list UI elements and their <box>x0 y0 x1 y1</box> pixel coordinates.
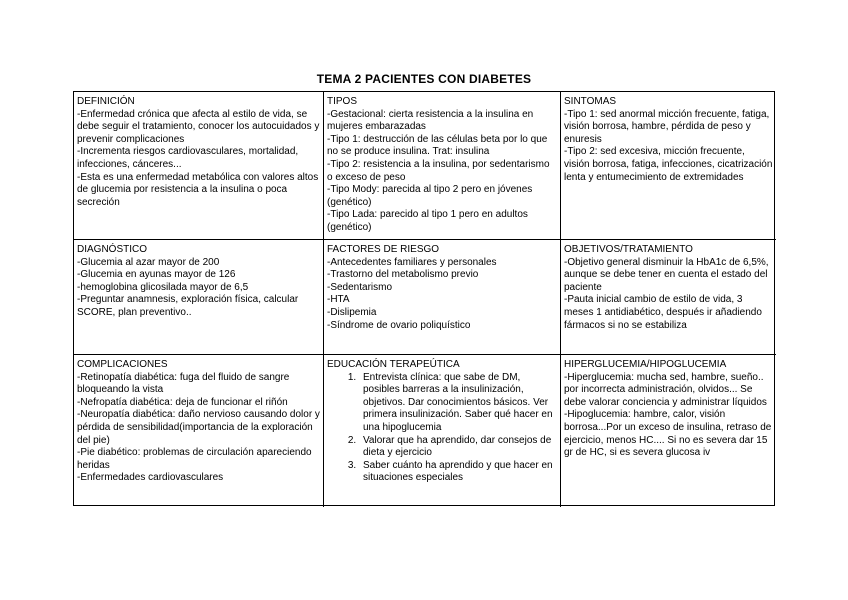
cell-line: -Trastorno del metabolismo previo <box>327 269 479 281</box>
cell-line: -Pauta inicial cambio de estilo de vida, 3 meses 1 antidiabético, después ir añadiendo fármacos si no se estabiliza <box>564 294 762 331</box>
cell-title: TIPOS <box>327 96 358 107</box>
cell-line: -Pie diabético: problemas de circulación apareciendo heridas <box>77 447 312 471</box>
cell-line: -Tipo 2: resistencia a la insulina, por sedentarismo o exceso de peso <box>327 158 550 183</box>
cell-line: -Dislipemia <box>327 306 377 318</box>
cell-line: -Enfermedades cardiovasculares <box>77 472 224 484</box>
cell-title: SINTOMAS <box>564 96 617 107</box>
cell-line: -Neuropatía diabética: daño nervioso causando dolor y pérdida de sensibilidad(importancia de la exploración del pie) <box>77 409 320 446</box>
cell-educacion-terapeutica <box>324 355 561 507</box>
cell-line: -Enfermedad crónica que afecta al estilo de vida, se debe seguir el tratamiento, conocer los autocuidados y prevenir complicaciones <box>77 108 320 145</box>
cell-title: FACTORES DE RIESGO <box>327 244 440 255</box>
cell-line: -Retinopatía diabética: fuga del fluido de sangre bloqueando la vista <box>77 371 290 396</box>
cell-line: -Objetivo general disminuir la HbA1c de 6,5%, aunque se debe tener en cuenta el estado del paciente <box>564 256 769 293</box>
cell-line: -Nefropatía diabética: deja de funcionar el riñón <box>77 396 288 408</box>
list-item: 3. Saber cuánto ha aprendido y que hacer en situaciones especiales <box>359 460 557 485</box>
cell-line: -Hipoglucemia: hambre, calor, visión borrosa...Por un exceso de insulina, retraso de ejercicio, menos HC.... Si no es severa dar 15 gr de HC, si es severa glucosa iv <box>564 409 772 459</box>
cell-hiperglucemia-hipoglucemia <box>561 355 776 507</box>
cell-line: -Hiperglucemia: mucha sed, hambre, sueño.. por incorrecta administración, olvidos... Se debe valorar conciencia y administrar líquidos <box>564 371 767 408</box>
cell-diagnostico <box>74 240 324 355</box>
cell-title: DEFINICIÓN <box>77 96 135 107</box>
cell-line: -Esta es una enfermedad metabólica con valores altos de glucemia por resistencia a la insulina o poca secreción <box>77 171 319 208</box>
cell-objetivos-tratamiento <box>561 240 776 355</box>
cell-line: -HTA <box>327 294 350 306</box>
cell-line: -Glucemia en ayunas mayor de 126 <box>77 269 236 281</box>
cell-line: -Preguntar anamnesis, exploración física, calcular SCORE, plan preventivo.. <box>77 294 299 318</box>
cell-factores-riesgo <box>324 240 561 355</box>
cell-sintomas <box>561 92 776 240</box>
cell-definicion <box>74 92 324 240</box>
cell-line: -Tipo 1: destrucción de las células beta por lo que no se produce insulina. Trat: insulina <box>327 133 548 158</box>
cell-line: -Antecedentes familiares y personales <box>327 256 497 268</box>
cell-line: -Incrementa riesgos cardiovasculares, mortalidad, infecciones, cánceres... <box>77 146 299 170</box>
summary-table <box>73 91 775 506</box>
cell-line: -Síndrome de ovario poliquístico <box>327 319 471 331</box>
cell-title: EDUCACIÓN TERAPEÚTICA <box>327 359 460 370</box>
cell-title: COMPLICACIONES <box>77 359 168 370</box>
cell-complicaciones <box>74 355 324 507</box>
list-item: 1. Entrevista clínica: que sabe de DM, posibles barreras a la insulinización, objetivos. Dar conocimientos básicos. Ver primera insulinización. Saber qué hacer en una hipoglucemia <box>359 372 557 435</box>
cell-line: -Gestacional: cierta resistencia a la insulina en mujeres embarazadas <box>327 108 534 133</box>
cell-title: HIPERGLUCEMIA/HIPOGLUCEMIA <box>564 359 727 370</box>
cell-line: -Tipo Lada: parecido al tipo 1 pero en adultos (genético) <box>327 209 528 233</box>
cell-line: -Sedentarismo <box>327 281 393 293</box>
cell-line: -Tipo 1: sed anormal micción frecuente, fatiga, visión borrosa, hambre, pérdida de peso y enuresis <box>564 108 770 145</box>
list-item: 2. Valorar que ha aprendido, dar consejos de dieta y ejercicio <box>359 435 557 460</box>
cell-title: DIAGNÓSTICO <box>77 244 148 255</box>
cell-line: -Tipo 2: sed excesiva, micción frecuente, visión borrosa, fatiga, infecciones, cicatrización lenta y entumecimiento de extremidades <box>564 146 773 183</box>
cell-title: OBJETIVOS/TRATAMIENTO <box>564 244 693 255</box>
cell-line: -Glucemia al azar mayor de 200 <box>77 256 220 268</box>
cell-tipos <box>324 92 561 240</box>
page-title: TEMA 2 PACIENTES CON DIABETES <box>316 72 532 86</box>
cell-line: -Tipo Mody: parecida al tipo 2 pero en jóvenes (genético) <box>327 184 533 208</box>
steps-list <box>327 372 557 485</box>
cell-line: -hemoglobina glicosilada mayor de 6,5 <box>77 281 249 293</box>
